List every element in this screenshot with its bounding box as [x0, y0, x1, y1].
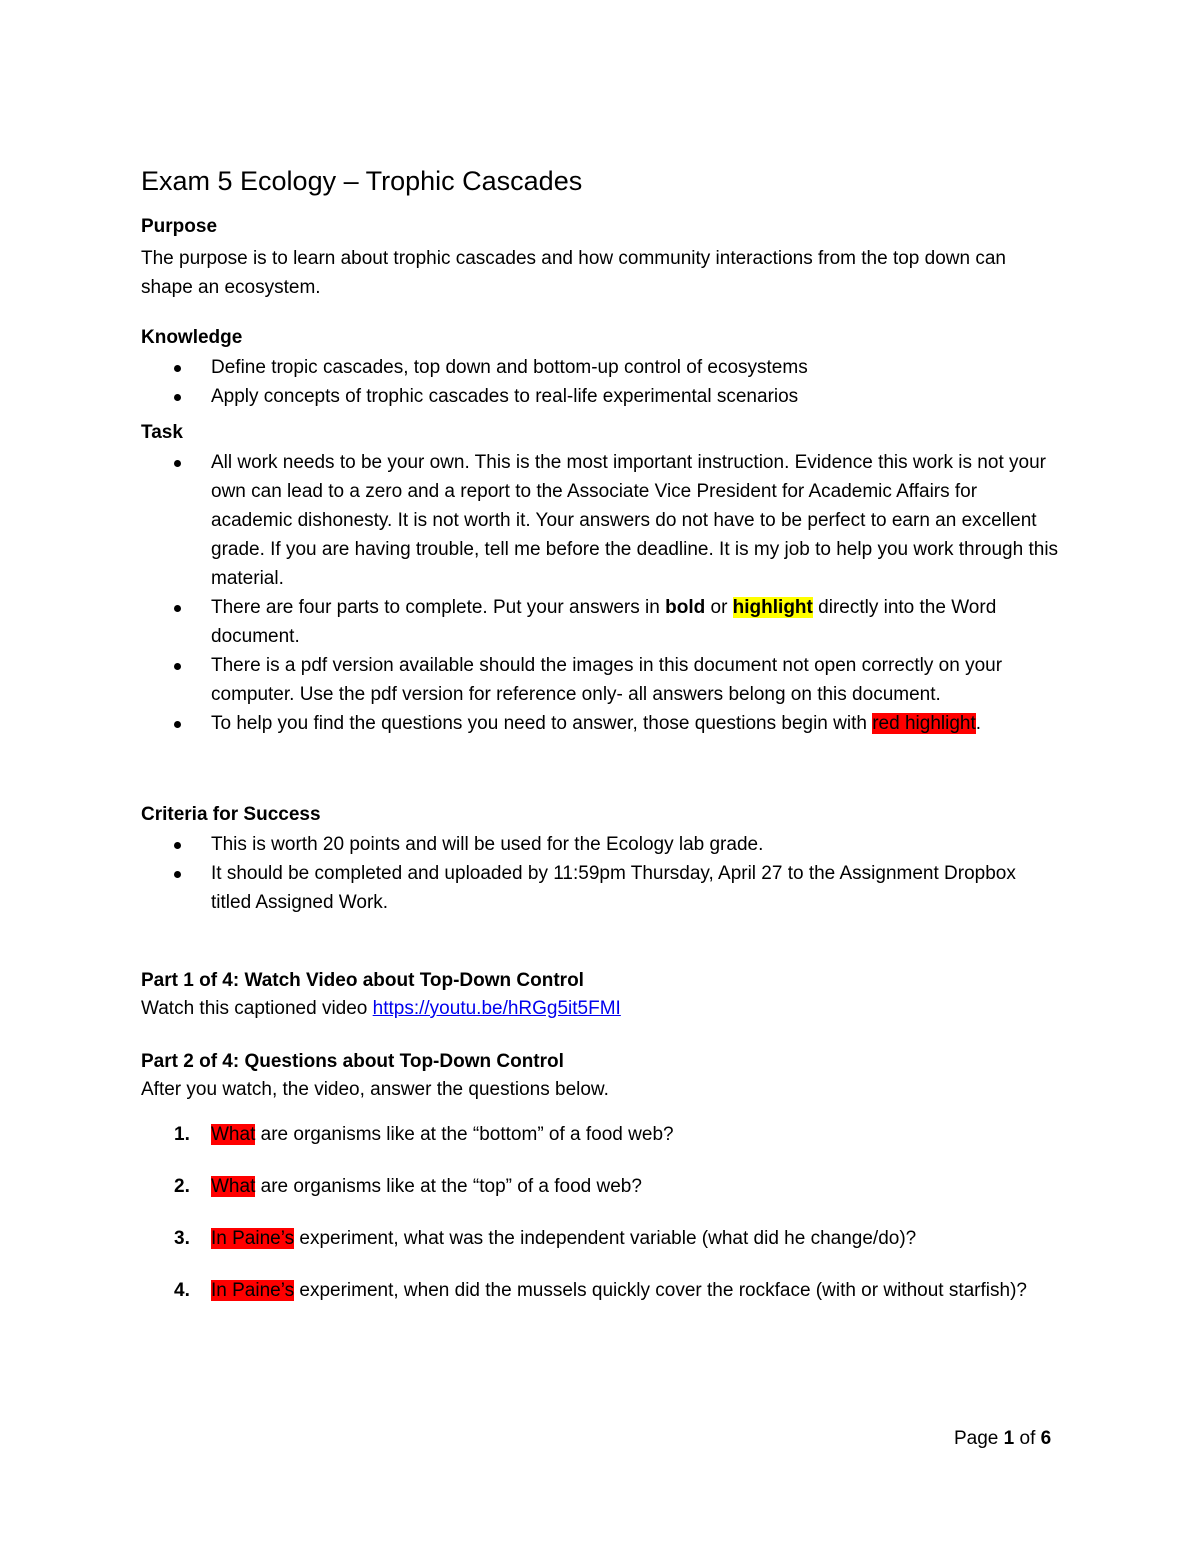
bullet-icon	[174, 605, 181, 612]
question-number: 1.	[174, 1124, 190, 1145]
question-number: 3.	[174, 1228, 190, 1249]
bullet-icon	[174, 460, 181, 467]
bullet-icon	[174, 394, 181, 401]
bullet-icon	[174, 871, 181, 878]
document-title: Exam 5 Ecology – Trophic Cascades	[141, 166, 583, 196]
knowledge-heading: Knowledge	[141, 327, 243, 348]
criteria-section	[141, 804, 1061, 917]
bullet-icon	[174, 365, 181, 372]
question-highlight: In Paine’s	[211, 1280, 295, 1301]
bold-example: bold	[665, 597, 706, 618]
list-item: There are four parts to complete. Put your answers in bold or highlight directly into the Word document.	[141, 593, 1061, 651]
part1-section	[141, 970, 1061, 1023]
question-highlight: What	[211, 1176, 256, 1197]
bullet-icon	[174, 663, 181, 670]
part2-heading: Part 2 of 4: Questions about Top-Down Control	[141, 1051, 564, 1072]
list-item: Apply concepts of trophic cascades to real-life experimental scenarios	[141, 382, 1061, 411]
task-section	[141, 422, 1061, 738]
list-item: There is a pdf version available should the images in this document not open correctly on your computer. Use the pdf version for reference only- all answers belong on this document.	[141, 651, 1061, 709]
question-item: 3. In Paine’s experiment, what was the independent variable (what did he change/do)?	[141, 1224, 1061, 1253]
list-item: All work needs to be your own. This is the most important instruction. Evidence this work is not your own can lead to a zero and a report to the Associate Vice President for Academic Affairs for academic dishonesty. It is not worth it. Your answers do not have to be perfect to earn an excellent grade. If you are having trouble, tell me before the deadline. It is my job to help you work through this material.	[141, 448, 1061, 593]
part2-intro: After you watch, the video, answer the questions below.	[141, 1079, 609, 1100]
red-highlight-example: red highlight	[872, 713, 976, 734]
video-link[interactable]: https://youtu.be/hRGg5it5FMI	[372, 998, 621, 1019]
purpose-section	[141, 216, 1061, 302]
list-item: It should be completed and uploaded by 11:59pm Thursday, April 27 to the Assignment Dropbox titled Assigned Work.	[141, 859, 1061, 917]
question-item: 2. What are organisms like at the “top” of a food web?	[141, 1172, 1061, 1201]
part2-section	[141, 1051, 1061, 1328]
question-number: 4.	[174, 1280, 190, 1301]
knowledge-section	[141, 327, 1061, 411]
task-list	[141, 448, 1061, 738]
question-highlight: What	[211, 1124, 256, 1145]
part1-heading: Part 1 of 4: Watch Video about Top-Down Control	[141, 970, 584, 991]
question-item: 4. In Paine’s experiment, when did the mussels quickly cover the rockface (with or without starfish)?	[141, 1276, 1061, 1305]
yellow-highlight-example: highlight	[732, 597, 813, 618]
page-number: Page 1 of 6	[954, 1428, 1052, 1449]
knowledge-list	[141, 353, 1061, 411]
list-item: Define tropic cascades, top down and bottom-up control of ecosystems	[141, 353, 1061, 382]
question-highlight: In Paine’s	[211, 1228, 295, 1249]
bullet-icon	[174, 842, 181, 849]
criteria-heading: Criteria for Success	[141, 804, 321, 825]
question-list	[141, 1120, 1061, 1305]
criteria-list	[141, 830, 1061, 917]
part1-text: Watch this captioned video https://youtu.be/hRGg5it5FMI	[141, 998, 621, 1019]
question-item: 1. What are organisms like at the “bottom” of a food web?	[141, 1120, 1061, 1149]
list-item: This is worth 20 points and will be used for the Ecology lab grade.	[141, 830, 1061, 859]
purpose-heading: Purpose	[141, 216, 218, 237]
task-heading: Task	[141, 422, 183, 443]
list-item: To help you find the questions you need to answer, those questions begin with red highlight.	[141, 709, 1061, 738]
question-number: 2.	[174, 1176, 190, 1197]
purpose-text: The purpose is to learn about trophic cascades and how community interactions from the top down can shape an ecosystem.	[141, 248, 1006, 298]
bullet-icon	[174, 721, 181, 728]
